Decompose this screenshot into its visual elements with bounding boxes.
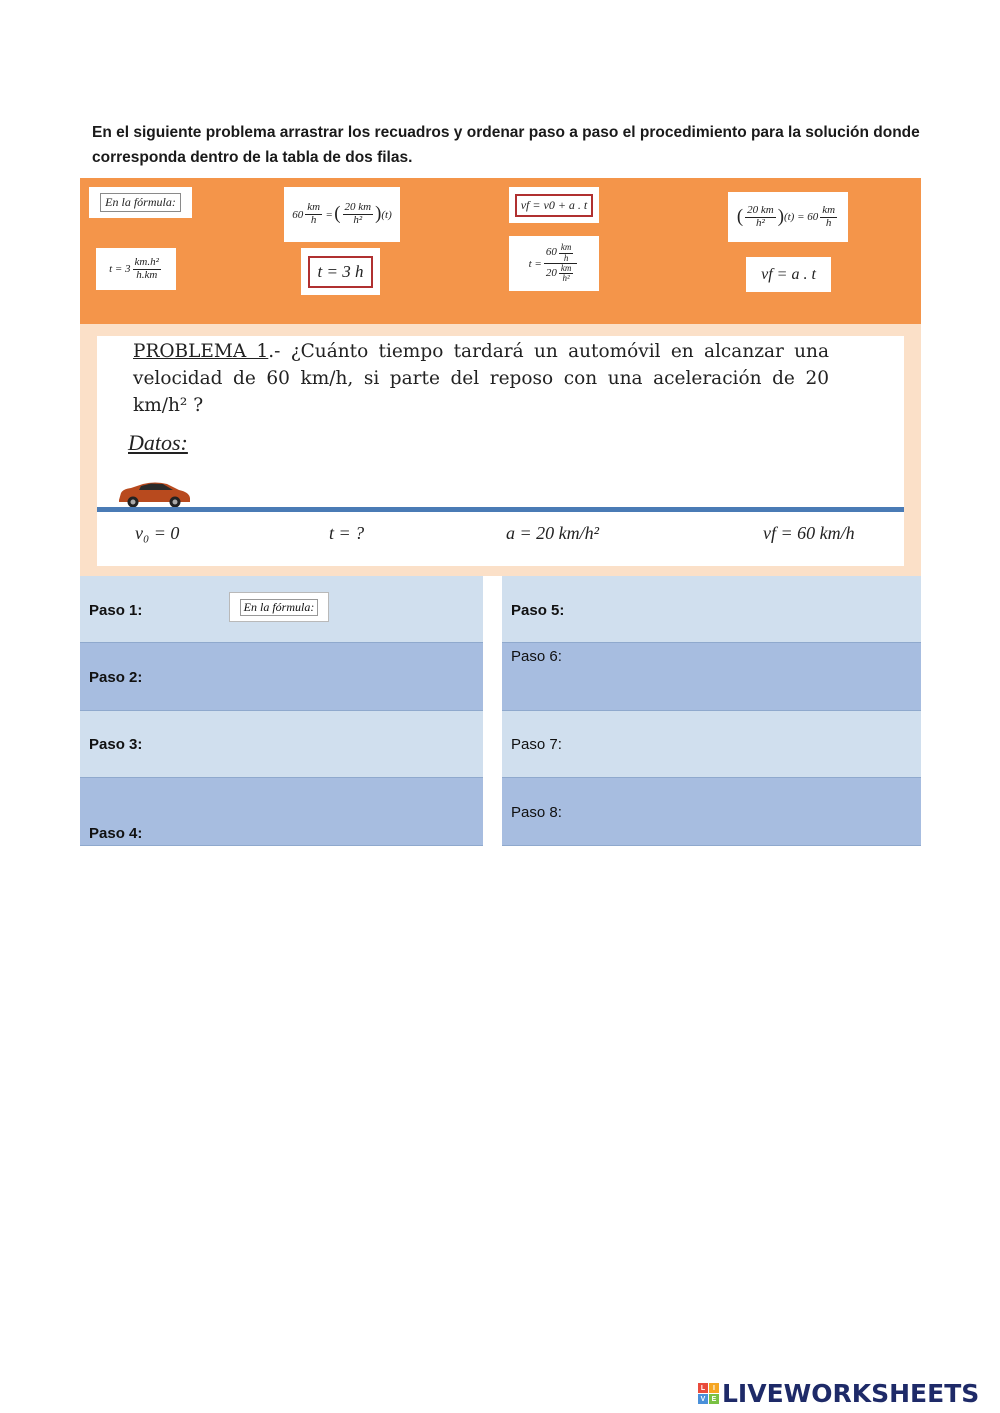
problem-label: PROBLEMA 1 — [133, 341, 269, 362]
fraction-denominator: h² — [756, 216, 765, 229]
coef: 60 — [545, 246, 557, 259]
tile-vf-equals-at[interactable] — [746, 257, 831, 292]
step-label: Paso 6: — [511, 648, 562, 665]
placed-tile-label: En la fórmula: — [240, 599, 319, 616]
step-label: Paso 8: — [511, 804, 562, 821]
fraction-numerator: km — [560, 242, 572, 253]
paren-open: ( — [736, 205, 744, 227]
fraction — [820, 205, 837, 229]
fraction-numerator: 20 km — [344, 201, 372, 214]
fraction-denominator: h — [825, 216, 832, 229]
drop-zone-paso-5[interactable] — [502, 576, 921, 643]
drop-zone-paso-8[interactable] — [502, 778, 921, 846]
paren-close: ) — [777, 205, 784, 227]
step-label: Paso 5: — [511, 602, 565, 619]
tile-equation-rearranged[interactable] — [728, 192, 848, 242]
fraction-big — [544, 243, 578, 284]
car-icon — [115, 480, 193, 508]
logo-mark — [698, 1383, 719, 1404]
problem-card — [97, 336, 904, 566]
logo-letter: E — [709, 1394, 719, 1404]
tile-vf-formula[interactable] — [509, 187, 599, 223]
fraction-denominator: h — [563, 252, 569, 263]
fraction-numerator — [544, 243, 578, 264]
fraction-numerator: km — [822, 203, 836, 216]
tile-t-fraction[interactable] — [509, 236, 599, 291]
step-label: Paso 7: — [511, 736, 562, 753]
logo-letter: L — [698, 1383, 708, 1393]
drop-zone-paso-7[interactable] — [502, 711, 921, 778]
fraction-denominator: h² — [353, 214, 363, 226]
fraction — [745, 205, 776, 229]
var-a: a = 20 km/h² — [506, 523, 600, 543]
road-line — [97, 507, 904, 512]
fraction — [343, 202, 374, 226]
tile-text: (t) = 60 — [783, 211, 819, 223]
fraction-numerator: km.h² — [134, 255, 159, 268]
equals-sign: = — [326, 208, 333, 221]
drop-zone-paso-6[interactable] — [502, 643, 921, 711]
tile-equation-substitution[interactable] — [284, 187, 400, 242]
fraction-denominator — [544, 264, 578, 284]
fraction-denominator: h.km — [136, 268, 158, 281]
step-label: Paso 1: — [89, 602, 143, 619]
coef: 20 — [545, 267, 557, 280]
tile-text: (t) — [381, 208, 392, 221]
drop-zone-paso-3[interactable] — [80, 711, 483, 778]
tile-text: t = 3 — [109, 263, 131, 275]
step-label: Paso 4: — [89, 825, 143, 842]
placed-tile-en-la-formula[interactable] — [229, 592, 329, 622]
fraction-numerator: km — [307, 201, 321, 214]
tiles-panel — [80, 178, 921, 324]
paren-close: ) — [375, 203, 382, 225]
drop-zone-paso-1[interactable] — [80, 576, 483, 643]
step-label: Paso 3: — [89, 736, 143, 753]
datos-heading: Datos: — [128, 430, 188, 455]
problem-question: .- ¿Cuánto tiempo tardará un automóvil en alcanzar una velocidad de 60 km/h, si parte del reposo con una aceleración de 20 km/h² ? — [133, 341, 829, 416]
fraction — [305, 202, 322, 226]
fraction-numerator: 20 km — [747, 203, 774, 216]
paren-open: ( — [334, 203, 341, 225]
logo-letter: V — [698, 1394, 708, 1404]
tile-text: 60 — [292, 208, 304, 221]
logo-text: LIVEWORKSHEETS — [722, 1379, 980, 1408]
tile-t-equals-3h-label: t = 3 h — [308, 256, 374, 288]
problem-text — [133, 338, 829, 419]
tile-t-equals-3h[interactable] — [301, 248, 380, 295]
drop-zone-paso-4[interactable] — [80, 778, 483, 846]
tile-vf-equals-at-label: vf = a . t — [761, 265, 816, 283]
fraction — [559, 264, 574, 284]
drop-zone-paso-2[interactable] — [80, 643, 483, 711]
fraction-denominator: h² — [562, 273, 570, 284]
tile-en-la-formula-label: En la fórmula: — [100, 193, 181, 212]
tile-t-equals-3-units[interactable] — [96, 248, 176, 290]
instructions: En el siguiente problema arrastrar los recuadros y ordenar paso a paso el procedimiento para la solución donde corresponda dentro de la tabla de dos filas. — [92, 124, 920, 166]
tile-vf-formula-label: vf = v0 + a . t — [515, 194, 594, 217]
fraction-numerator: km — [560, 263, 572, 273]
liveworksheets-logo — [698, 1379, 979, 1408]
var-t: t = ? — [329, 523, 365, 543]
var-v0: v₀ = 0 — [135, 523, 180, 543]
fraction-denominator: h — [310, 214, 317, 226]
tile-en-la-formula[interactable] — [89, 187, 192, 218]
fraction — [559, 243, 574, 263]
fraction — [133, 257, 161, 281]
step-label: Paso 2: — [89, 669, 143, 686]
tile-text: t = — [528, 257, 542, 270]
var-vf: vf = 60 km/h — [763, 523, 855, 543]
logo-letter: I — [709, 1383, 719, 1393]
